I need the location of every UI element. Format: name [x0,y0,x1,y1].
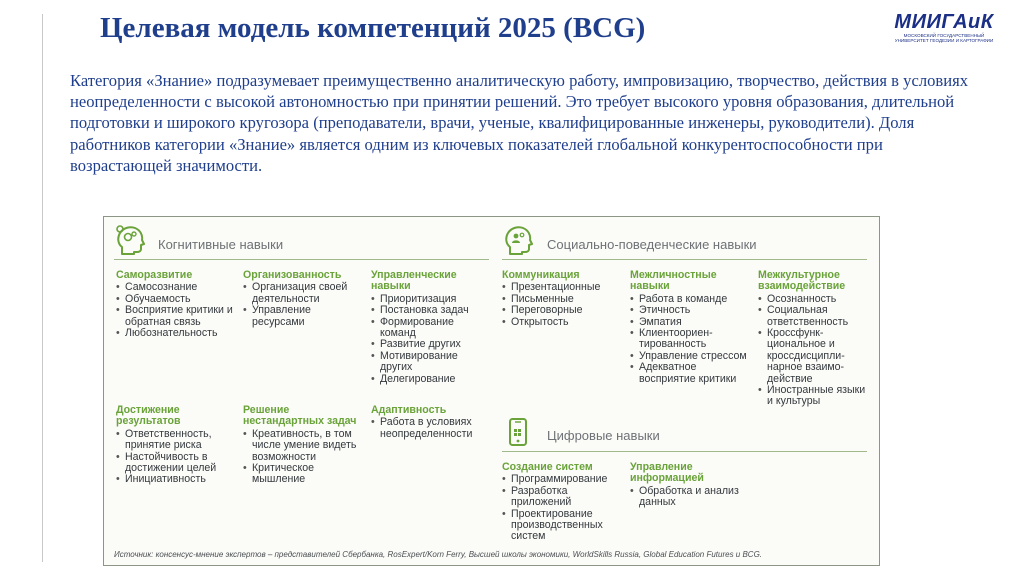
skill-item: • Клиентоориен-тированность [630,328,750,351]
skill-group-title: Решение нестандартных задач [243,404,357,428]
university-logo [894,12,994,43]
skill-group-title: Коммуникация [502,269,580,281]
skill-item: • Управление ресурсами [243,305,365,328]
category-cognitive-title: Когнитивные навыки [158,237,284,252]
skill-group [116,270,238,339]
skill-item: • Развитие других [371,339,487,350]
skill-item: • Разработка приложений [502,486,622,509]
skill-item: • Приоритизация [371,294,487,305]
skill-item: • Критическое мышление [243,463,365,486]
skill-item: • Проектирование производственных систем [502,509,622,543]
skill-group [502,270,622,328]
category-digital-title: Цифровые навыки [547,428,660,443]
skill-item: • Любознательность [116,328,238,339]
skill-item: • Переговорные [502,305,622,316]
skill-item: • Инициативность [116,474,238,485]
skill-item: • Кроссфунк-циональное и кроссдисципли-нарное взаимо-действие [758,328,870,385]
skill-group [243,405,365,486]
skill-group [502,462,622,543]
skill-group [371,405,487,440]
skill-item: • Самосознание [116,282,238,293]
skill-group [371,270,487,385]
skill-item: • Социальная ответственность [758,305,870,328]
skill-group-title: Межличностные навыки [630,269,717,293]
left-margin-line [42,14,43,562]
skill-group [630,462,750,509]
skill-group-title: Организованность [243,269,342,281]
skill-item: • Адекватное восприятие критики [630,362,750,385]
skill-item: • Мотивирование других [371,351,487,374]
skill-item: • Обучаемость [116,294,238,305]
skill-item: • Этичность [630,305,750,316]
skill-item: • Работа в условиях неопределенности [371,417,487,440]
skill-item: • Работа в команде [630,294,750,305]
skill-group-title: Саморазвитие [116,269,193,281]
skill-item: • Креативность, в том числе умение видеть возможности [243,429,365,463]
skill-group-title: Достижение результатов [116,404,181,428]
skill-item: • Постановка задач [371,305,487,316]
skill-item: • Организация своей деятельности [243,282,365,305]
smartphone-icon [502,415,536,449]
skill-item: • Письменные [502,294,622,305]
skill-item: • Настойчивость в достижении целей [116,452,238,475]
skill-group-title: Создание систем [502,461,593,473]
skill-item: • Восприятие критики и обратная связь [116,305,238,328]
competency-infographic [103,216,880,566]
head-people-icon [502,223,536,257]
social-separator [502,259,867,260]
skill-item: • Программирование [502,474,622,485]
skill-item: • Открытость [502,317,622,328]
skill-item: • Иностранные языки и культуры [758,385,870,408]
skill-item: • Презентационные [502,282,622,293]
skill-group-title: Управленческие навыки [371,269,457,293]
digital-separator [502,451,867,452]
skill-item: • Осознанность [758,294,870,305]
cognitive-separator [114,259,489,260]
logo-name: МИИГАиК [894,11,994,33]
skill-item: • Управление стрессом [630,351,750,362]
skill-group [630,270,750,385]
skill-group-title: Межкультурное взаимодействие [758,269,846,293]
brain-gears-icon [114,223,148,257]
logo-subtitle: МОСКОВСКИЙ ГОСУДАРСТВЕННЫЙ УНИВЕРСИТЕТ ГЕОДЕЗИИ И КАРТОГРАФИИ [894,33,994,43]
skill-group [243,270,365,328]
skill-item: • Делегирование [371,374,487,385]
skill-group [758,270,870,408]
source-note: Источник: консенсус-мнение экспертов – представителей Сбербанка, RosExpert/Korn Ferry, Высшей школы экономики, WorldSkills Russia, Global Education Futures и BCG. [114,550,763,559]
skill-group [116,405,238,486]
skill-item: • Обработка и анализ данных [630,486,750,509]
description-paragraph: Категория «Знание» подразумевает преимущественно аналитическую работу, импровизацию, творчество, действия в условиях неопределенности с высокой автономностью при принятии решений. Это требует высокого уровня образования, длительной подготовки и широкого кругозора (преподаватели, врачи, ученые, квалифицированные инженеры, руководители). Доля работников категории «Знание» является одним из ключевых показателей глобальной конкурентоспособности при возрастающей значимости. [70,71,969,175]
skill-item: • Эмпатия [630,317,750,328]
skill-item: • Ответственность, принятие риска [116,429,238,452]
skill-group-title: Управление информацией [630,461,704,485]
skill-item: • Формирование команд [371,317,487,340]
skill-group-title: Адаптивность [371,404,447,416]
category-social-title: Социально-поведенческие навыки [547,237,757,252]
page-title: Целевая модель компетенций 2025 (BCG) [100,12,646,44]
